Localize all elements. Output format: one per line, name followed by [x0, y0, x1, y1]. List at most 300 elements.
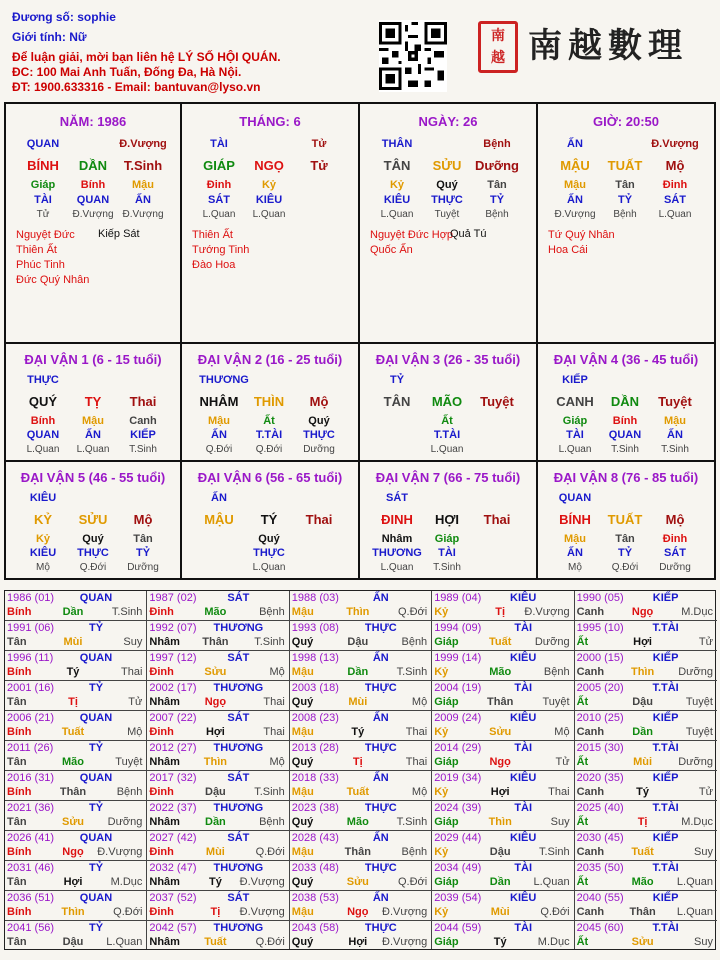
year-branch: Thìn	[203, 756, 227, 768]
year-label: 2001 (16)	[7, 682, 55, 694]
year-god: THƯƠNG	[213, 622, 264, 634]
cell-value: THỰC	[303, 429, 335, 441]
year-cell	[432, 591, 574, 621]
ten-god: ẤN	[211, 492, 227, 504]
ten-god: KIÊU	[29, 492, 57, 504]
cell-value: Bệnh	[613, 209, 637, 220]
year-stem: Ất	[576, 756, 589, 768]
contact-line: Để luận giải, mời bạn liên hệ LÝ SỐ HỘI QUÁN.	[12, 50, 281, 64]
code-line	[12, 10, 116, 24]
year-god: KIẾP	[652, 592, 679, 604]
year-branch: Thân	[344, 846, 371, 858]
year-god: THƯƠNG	[213, 922, 264, 934]
cell-value: Bệnh	[483, 138, 511, 150]
year-god: TÀI	[514, 922, 533, 934]
pillar-4	[538, 104, 714, 344]
year-god: T.TÀI	[652, 802, 679, 814]
year-god: ẤN	[372, 772, 389, 784]
cell-value: L.Quan	[380, 562, 414, 573]
year-branch: Dần	[347, 666, 369, 678]
star-item: Quốc Ấn	[370, 244, 413, 256]
year-cell	[147, 771, 289, 801]
year-stage: Suy	[694, 846, 713, 858]
year-branch: Tị	[210, 906, 221, 918]
year-branch: Sửu	[204, 666, 227, 678]
pillar-3	[360, 104, 538, 344]
year-cell	[290, 681, 432, 711]
cell-value: L.Quan	[380, 209, 414, 220]
cell-value: L.Quan	[252, 562, 286, 573]
year-branch: Tị	[637, 816, 648, 828]
dai-van-title: ĐẠI VẬN 4 (36 - 45 tuổi)	[553, 352, 699, 367]
cell-value: Kỷ	[389, 179, 405, 191]
star-item: Đức Quý Nhân	[16, 274, 90, 286]
year-cell	[147, 891, 289, 921]
year-god: QUAN	[79, 832, 113, 844]
year-stage: Đ.Vượng	[97, 846, 143, 858]
star-item: Kiếp Sát	[98, 228, 140, 240]
cell-value: HỢI	[434, 512, 460, 527]
cell-value: L.Quan	[252, 209, 286, 220]
year-label: 2004 (19)	[434, 682, 482, 694]
year-cell	[290, 591, 432, 621]
year-cell	[575, 621, 717, 651]
year-stage: Dưỡng	[678, 756, 713, 768]
cell-value: TÝ	[260, 512, 278, 527]
year-cell	[147, 591, 289, 621]
dai-van-4	[538, 344, 714, 462]
year-god: TÀI	[514, 802, 533, 814]
cell-value: T.Sinh	[123, 158, 163, 173]
year-branch: Thân	[59, 786, 87, 798]
cell-value: Mậu	[82, 415, 104, 427]
year-god: THƯƠNG	[213, 742, 264, 754]
year-branch: Sửu	[489, 726, 512, 738]
cell-value: QUAN	[26, 429, 60, 441]
dai-van-8	[538, 462, 714, 580]
gender-value: Nữ	[69, 30, 87, 44]
year-stage: L.Quan	[676, 906, 713, 918]
cell-value: Mộ	[36, 562, 50, 573]
year-stem: Quý	[291, 876, 314, 888]
year-cell	[5, 591, 147, 621]
cell-value: KỶ	[33, 512, 53, 527]
year-stage: Bệnh	[543, 666, 570, 678]
cell-value: TÀI	[566, 429, 584, 441]
year-stem: Tân	[7, 696, 27, 708]
cell-value: ĐINH	[381, 512, 413, 527]
year-stage: Đ.Vượng	[382, 906, 428, 918]
cell-value: QUAN	[608, 429, 642, 441]
code-value: sophie	[77, 10, 116, 24]
year-cell	[432, 921, 574, 949]
cell-value: KIÊU	[255, 194, 283, 206]
cell-value: TỶ	[617, 194, 633, 206]
year-label: 2040 (55)	[576, 892, 624, 904]
year-branch: Mùi	[205, 846, 225, 858]
year-label: 1994 (09)	[434, 622, 482, 634]
year-label: 2010 (25)	[576, 712, 624, 724]
year-god: T.TÀI	[652, 682, 679, 694]
logo: 南越數理	[528, 26, 688, 66]
year-stage: Bệnh	[401, 846, 428, 858]
year-label: 1998 (13)	[291, 652, 339, 664]
year-label: 1989 (04)	[434, 592, 482, 604]
cell-value: Quý	[308, 415, 330, 427]
year-stage: Suy	[694, 936, 713, 948]
cell-value: TÂN	[383, 394, 411, 409]
year-stage: Bệnh	[259, 606, 285, 618]
year-label: 1991 (06)	[7, 622, 55, 634]
year-label: 2030 (45)	[576, 832, 624, 844]
year-god: QUAN	[79, 892, 113, 904]
year-god: QUAN	[79, 592, 113, 604]
year-god: ẤN	[372, 652, 389, 664]
year-label: 2037 (52)	[149, 892, 197, 904]
year-stage: Mộ	[554, 726, 570, 738]
year-label: 2002 (17)	[149, 682, 197, 694]
cell-value: Bính	[612, 415, 638, 427]
cell-value: Mậu	[564, 179, 586, 191]
year-label: 2019 (34)	[434, 772, 482, 784]
cell-value: QUAN	[26, 138, 60, 150]
year-branch: Dậu	[489, 846, 511, 858]
year-god: SÁT	[227, 712, 250, 724]
cell-value: Kỷ	[35, 533, 51, 545]
cell-value: Bính	[30, 415, 56, 427]
year-branch: Hợi	[63, 876, 83, 888]
cell-value: Đ.Vượng	[554, 209, 596, 220]
year-stage: Q.Đới	[540, 906, 570, 918]
year-stage: Thai	[120, 666, 143, 678]
year-label: 2018 (33)	[291, 772, 339, 784]
year-label: 2020 (35)	[576, 772, 624, 784]
code-label: Đương số:	[12, 10, 74, 24]
qr-code-icon[interactable]	[379, 20, 447, 92]
year-label: 2017 (32)	[149, 772, 197, 784]
year-god: THƯƠNG	[213, 862, 264, 874]
cell-value: MÃO	[431, 394, 463, 409]
cell-value: Quý	[258, 533, 280, 545]
year-cell	[5, 651, 147, 681]
cell-value: QUÝ	[28, 394, 58, 409]
cell-value: Tuyệt	[434, 209, 460, 220]
year-stage: Mộ	[127, 726, 143, 738]
year-cell	[147, 921, 289, 949]
year-stem: Canh	[576, 666, 605, 678]
cell-value: Tân	[133, 533, 153, 545]
year-cell	[5, 681, 147, 711]
year-god: T.TÀI	[652, 742, 679, 754]
year-label: 2031 (46)	[7, 862, 55, 874]
cell-value: Tân	[487, 179, 507, 191]
cell-value: Mộ	[133, 512, 153, 527]
year-stage: M.Dục	[681, 816, 713, 828]
year-stem: Mậu	[291, 666, 314, 678]
cell-value: DẦN	[78, 158, 108, 173]
cell-value: SÁT	[664, 194, 686, 206]
year-god: T.TÀI	[652, 922, 679, 934]
year-stage: Mộ	[411, 696, 428, 708]
cell-value: TÀI	[438, 547, 456, 559]
year-cell	[290, 621, 432, 651]
year-label: 2006 (21)	[7, 712, 55, 724]
year-cell	[432, 651, 574, 681]
year-stem: Canh	[576, 906, 605, 918]
cell-value: ẤN	[85, 429, 101, 441]
year-branch: Tị	[68, 696, 78, 708]
year-stage: Tuyệt	[542, 696, 570, 708]
cell-value: Quý	[82, 533, 104, 545]
cell-value: Mậu	[208, 415, 230, 427]
year-god: KIẾP	[652, 892, 679, 904]
cell-value: Dưỡng	[659, 562, 691, 573]
cell-value: Tử	[36, 209, 50, 220]
year-stage: Suy	[550, 816, 570, 828]
cell-value: SÁT	[208, 194, 230, 206]
year-stage: Q.Đới	[255, 846, 285, 858]
cell-value: KIÊU	[29, 547, 57, 559]
cell-value: Mộ	[309, 394, 329, 409]
cell-value: TỶ	[617, 547, 633, 559]
year-cell	[432, 831, 574, 861]
year-cell	[432, 741, 574, 771]
year-cell	[290, 741, 432, 771]
cell-value: KIẾP	[130, 429, 156, 441]
year-cell	[5, 891, 147, 921]
star-item: Nguyệt Đức	[16, 229, 75, 241]
year-stem: Giáp	[434, 816, 459, 828]
phone-email-line: ĐT: 1900.633316 - Email: bantuvan@lyso.vn	[12, 80, 261, 94]
year-stage: Bệnh	[116, 786, 143, 798]
year-cell	[5, 921, 147, 949]
year-stage: Đ.Vượng	[524, 606, 570, 618]
year-stage: L.Quan	[676, 876, 713, 888]
year-stage: Thai	[405, 756, 428, 768]
cell-value: Mộ	[665, 512, 685, 527]
year-stem: Mậu	[291, 906, 314, 918]
year-branch: Ngọ	[631, 606, 654, 618]
year-label: 2013 (28)	[291, 742, 339, 754]
year-stage: Mộ	[411, 786, 428, 798]
year-branch: Tý	[66, 666, 80, 678]
year-cell	[575, 681, 717, 711]
year-stage: Tử	[698, 636, 713, 648]
cell-value: BÍNH	[559, 512, 591, 527]
cell-value: Giáp	[30, 179, 56, 191]
year-cell	[290, 651, 432, 681]
year-label: 2009 (24)	[434, 712, 482, 724]
year-label: 2038 (53)	[291, 892, 339, 904]
year-cell	[432, 861, 574, 891]
year-stem: Ất	[576, 816, 589, 828]
cell-value: Tuyệt	[480, 394, 514, 409]
address-line: ĐC: 100 Mai Anh Tuấn, Đống Đa, Hà Nội.	[12, 65, 242, 79]
year-stage: T.Sinh	[539, 846, 570, 858]
year-god: TỶ	[88, 742, 104, 754]
year-label: 2015 (30)	[576, 742, 624, 754]
cell-value: Mậu	[132, 179, 154, 191]
year-god: THƯƠNG	[213, 802, 264, 814]
year-stem: Giáp	[434, 876, 459, 888]
year-stage: Thai	[263, 696, 285, 708]
year-branch: Ngọ	[489, 756, 511, 768]
year-label: 1993 (08)	[291, 622, 339, 634]
year-cell	[147, 831, 289, 861]
year-cell	[432, 891, 574, 921]
year-cell	[5, 621, 147, 651]
year-stem: Đinh	[149, 726, 174, 738]
year-god: KIÊU	[510, 892, 537, 904]
year-label: 2043 (58)	[291, 922, 339, 934]
cell-value: ẤN	[567, 138, 583, 150]
year-cell	[147, 621, 289, 651]
year-stage: Thai	[263, 726, 285, 738]
cell-value: L.Quan	[558, 444, 592, 455]
year-cell	[575, 891, 717, 921]
year-cell	[5, 771, 147, 801]
year-stem: Kỷ	[434, 606, 449, 618]
cell-value: Dưỡng	[127, 562, 159, 573]
cell-value: L.Quan	[202, 209, 236, 220]
year-god: QUAN	[79, 652, 113, 664]
star-item: Phúc Tinh	[16, 259, 65, 271]
year-branch: Thìn	[488, 816, 512, 828]
year-stem: Nhâm	[149, 756, 180, 768]
cell-value: Q.Đới	[79, 562, 107, 573]
year-label: 2033 (48)	[291, 862, 339, 874]
cell-value: Giáp	[562, 415, 588, 427]
year-label: 2023 (38)	[291, 802, 339, 814]
year-label: 2011 (26)	[7, 742, 54, 754]
year-god: SÁT	[227, 772, 250, 784]
year-stem: Canh	[576, 786, 605, 798]
year-god: TÀI	[514, 862, 533, 874]
year-stem: Bính	[7, 906, 32, 918]
year-stem: Quý	[291, 936, 314, 948]
year-stage: L.Quan	[533, 876, 570, 888]
year-branch: Tý	[351, 726, 365, 738]
year-god: THỰC	[364, 802, 397, 814]
year-branch: Sửu	[346, 876, 369, 888]
cell-value: TÀI	[210, 138, 228, 150]
year-stem: Nhâm	[149, 936, 180, 948]
year-cell	[575, 861, 717, 891]
year-stem: Đinh	[149, 846, 174, 858]
year-stage: Q.Đới	[255, 936, 285, 948]
year-stem: Nhâm	[149, 696, 180, 708]
year-branch: Mão	[631, 876, 654, 888]
year-branch: Tý	[636, 786, 650, 798]
year-god: THƯƠNG	[213, 682, 264, 694]
year-cell	[575, 801, 717, 831]
cell-value: TỶ	[489, 194, 505, 206]
year-stem: Giáp	[434, 756, 459, 768]
dai-van-5	[6, 462, 182, 580]
year-god: KIẾP	[652, 832, 679, 844]
year-stem: Kỷ	[434, 666, 449, 678]
year-branch: Sửu	[61, 816, 85, 828]
year-stem: Ất	[576, 696, 589, 708]
year-stem: Mậu	[291, 606, 314, 618]
cell-value: Nhâm	[381, 533, 413, 545]
year-stage: Thai	[405, 726, 428, 738]
year-god: ẤN	[372, 892, 389, 904]
cell-value: Ất	[441, 415, 453, 427]
year-stage: T.Sinh	[396, 666, 428, 678]
cell-value: TỶ	[135, 547, 151, 559]
year-cell	[290, 711, 432, 741]
cell-value: KIÊU	[383, 194, 411, 206]
year-label: 2041 (56)	[7, 922, 55, 934]
year-branch: Tuất	[346, 786, 369, 798]
year-label: 2026 (41)	[7, 832, 55, 844]
year-branch: Sửu	[631, 936, 654, 948]
year-stage: Tử	[698, 786, 713, 798]
cell-value: Thai	[305, 512, 333, 527]
year-branch: Mùi	[633, 756, 653, 768]
year-stage: Dưỡng	[107, 816, 143, 828]
year-label: 2021 (36)	[7, 802, 55, 814]
cell-value: T.Sinh	[661, 444, 689, 455]
year-label: 1990 (05)	[576, 592, 624, 604]
cell-value: Thai	[129, 394, 157, 409]
year-cell	[147, 651, 289, 681]
cell-value: TÀI	[34, 194, 52, 206]
cell-value: Đ.Vượng	[122, 209, 164, 220]
year-stem: Quý	[291, 636, 314, 648]
year-god: TỶ	[88, 682, 104, 694]
cell-value: THỰC	[253, 547, 285, 559]
year-branch: Dậu	[632, 696, 653, 708]
year-stem: Đinh	[149, 906, 174, 918]
year-stage: Tuyệt	[685, 696, 713, 708]
cell-value: Đinh	[662, 179, 688, 191]
year-branch: Hợi	[490, 786, 510, 798]
year-stem: Bính	[7, 846, 32, 858]
year-cell	[290, 771, 432, 801]
dai-van-title: ĐẠI VẬN 1 (6 - 15 tuổi)	[24, 352, 162, 367]
year-god: SÁT	[227, 832, 250, 844]
year-stage: Bệnh	[401, 636, 428, 648]
cell-value: TÂN	[383, 158, 411, 173]
star-item: Quả Tú	[450, 228, 487, 240]
year-branch: Hợi	[205, 726, 225, 738]
star-list	[548, 228, 615, 258]
ten-god: QUAN	[558, 492, 592, 504]
year-stem: Giáp	[434, 636, 459, 648]
year-branch: Dần	[205, 816, 226, 828]
star-item: Tứ Quý Nhân	[548, 229, 615, 241]
cell-value: Q.Đới	[611, 562, 639, 573]
year-stem: Ất	[576, 876, 589, 888]
year-stage: Mộ	[269, 666, 285, 678]
star-list	[192, 228, 249, 273]
cell-value: T.TÀI	[255, 429, 283, 441]
year-stem: Đinh	[149, 666, 174, 678]
cell-value: MẬU	[560, 158, 590, 173]
cell-value: CANH	[556, 394, 594, 409]
year-god: TỶ	[88, 622, 104, 634]
year-cell	[147, 741, 289, 771]
year-branch: Dần	[489, 876, 511, 888]
year-stem: Giáp	[434, 696, 459, 708]
cell-value: T.Sinh	[129, 444, 157, 455]
year-stem: Mậu	[291, 726, 314, 738]
pillar-1	[6, 104, 182, 344]
year-stem: Canh	[576, 606, 605, 618]
cell-value: Q.Đới	[255, 444, 283, 455]
